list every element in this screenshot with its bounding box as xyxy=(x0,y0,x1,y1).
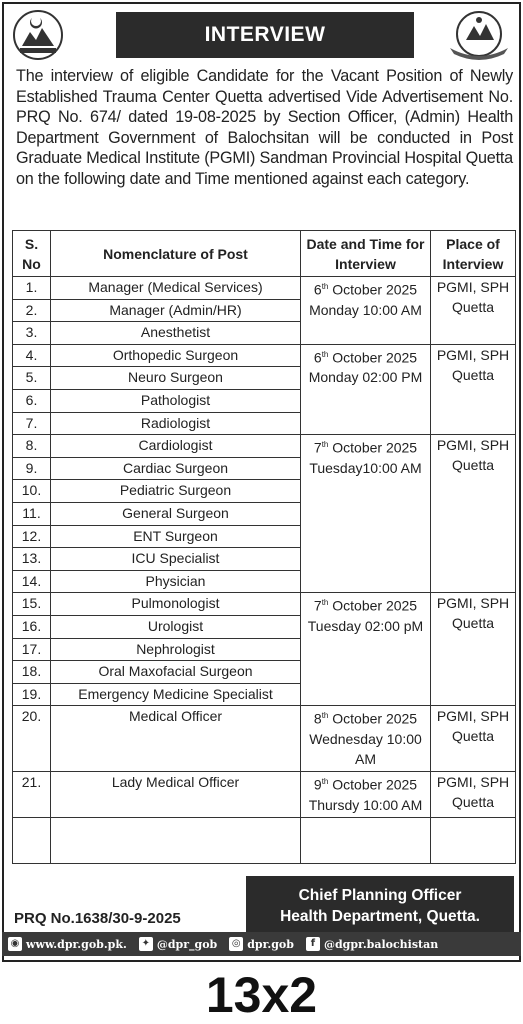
table-row xyxy=(13,706,516,772)
row-post: Urologist xyxy=(51,615,301,638)
date-day: 7 xyxy=(313,597,322,614)
intro-paragraph: The interview of eligible Candidate for the Vacant Position of Newly Established Trauma Center Quetta advertised Vide Advertisement No. PRQ No. 674/ dated 19-08-2025 by Section Officer, (Admin) Health Department Government of Balochsitan will be conducted in Post Graduate Medical Institute (PGMI) Sandman Provincial Hospital Quetta on the following date and Time mentioned against each category. xyxy=(16,67,513,188)
footer-bar xyxy=(2,932,521,956)
interview-date-cell xyxy=(301,593,431,706)
row-post: Nephrologist xyxy=(51,638,301,661)
row-sno: 14. xyxy=(13,570,51,593)
row-post: Physician xyxy=(51,570,301,593)
balochistan-emblem-icon xyxy=(10,8,66,62)
row-sno: 4. xyxy=(13,344,51,367)
interview-place-cell: PGMI, SPH Quetta xyxy=(431,344,516,434)
date-day: 7 xyxy=(313,439,322,456)
date-day: 8 xyxy=(313,710,322,727)
date-month: October 2025 xyxy=(332,776,418,793)
interview-date-cell xyxy=(301,435,431,593)
row-sno: 3. xyxy=(13,322,51,345)
footer-twitter-text: @dpr_gob xyxy=(156,937,218,951)
date-month: October 2025 xyxy=(332,597,418,614)
date-suffix: th xyxy=(321,349,329,359)
row-post: Radiologist xyxy=(51,412,301,435)
page-title: INTERVIEW xyxy=(116,12,414,58)
row-post: Lady Medical Officer xyxy=(51,772,301,818)
table-row xyxy=(13,344,516,367)
row-post: Pulmonologist xyxy=(51,593,301,616)
interview-date-cell xyxy=(301,772,431,818)
advertisement xyxy=(2,2,521,962)
row-post: Manager (Admin/HR) xyxy=(51,299,301,322)
row-sno: 1. xyxy=(13,277,51,300)
row-post: Pathologist xyxy=(51,389,301,412)
row-sno: 15. xyxy=(13,593,51,616)
row-sno: 17. xyxy=(13,638,51,661)
row-post: Neuro Surgeon xyxy=(51,367,301,390)
interview-date-cell xyxy=(301,706,431,772)
date-day: 6 xyxy=(313,349,322,366)
interview-date-cell xyxy=(301,344,431,434)
signature-line-2: Health Department, Quetta. xyxy=(280,908,480,925)
date-time: Thursdy 10:00 AM xyxy=(308,796,423,813)
row-sno: 6. xyxy=(13,389,51,412)
row-sno: 19. xyxy=(13,683,51,706)
row-sno: 21. xyxy=(13,772,51,818)
row-post: Oral Maxofacial Surgeon xyxy=(51,661,301,684)
health-department-emblem-icon xyxy=(444,8,514,62)
date-day: 6 xyxy=(313,281,322,298)
row-sno: 5. xyxy=(13,367,51,390)
date-suffix: th xyxy=(321,598,329,608)
table-body xyxy=(13,277,516,864)
row-sno: 7. xyxy=(13,412,51,435)
empty-cell xyxy=(51,818,301,864)
table-header-row xyxy=(13,231,516,277)
header-place: Place of Interview xyxy=(431,231,516,277)
date-suffix: th xyxy=(321,711,329,721)
date-time: Monday 02:00 PM xyxy=(308,369,423,386)
interview-place-cell: PGMI, SPH Quetta xyxy=(431,706,516,772)
date-time: Monday 10:00 AM xyxy=(309,301,422,318)
row-post: Manager (Medical Services) xyxy=(51,277,301,300)
header-sno: S. No xyxy=(13,231,51,277)
table-row xyxy=(13,277,516,300)
row-sno: 2. xyxy=(13,299,51,322)
row-post: Medical Officer xyxy=(51,706,301,772)
table-row xyxy=(13,435,516,458)
date-suffix: th xyxy=(321,777,329,787)
footer-instagram[interactable] xyxy=(229,937,294,951)
date-suffix: th xyxy=(321,440,329,450)
empty-cell xyxy=(13,818,51,864)
header-date: Date and Time for Interview xyxy=(301,231,431,277)
instagram-icon: ◎ xyxy=(229,937,243,951)
row-sno: 8. xyxy=(13,435,51,458)
row-sno: 20. xyxy=(13,706,51,772)
row-sno: 16. xyxy=(13,615,51,638)
date-month: October 2025 xyxy=(332,349,418,366)
empty-cell xyxy=(431,818,516,864)
row-sno: 18. xyxy=(13,661,51,684)
ad-size-label: 13x2 xyxy=(205,967,318,1023)
date-month: October 2025 xyxy=(332,439,418,456)
interview-place-cell: PGMI, SPH Quetta xyxy=(431,277,516,345)
interview-place-cell: PGMI, SPH Quetta xyxy=(431,772,516,818)
table-row xyxy=(13,593,516,616)
row-sno: 10. xyxy=(13,480,51,503)
row-post: Cardiac Surgeon xyxy=(51,457,301,480)
row-sno: 12. xyxy=(13,525,51,548)
row-post: ICU Specialist xyxy=(51,548,301,571)
date-suffix: th xyxy=(321,282,329,291)
row-post: Pediatric Surgeon xyxy=(51,480,301,503)
date-month: October 2025 xyxy=(332,281,418,298)
footer-twitter[interactable] xyxy=(139,937,217,951)
date-month: October 2025 xyxy=(332,710,418,727)
row-sno: 11. xyxy=(13,502,51,525)
footer-instagram-text: dpr.gob xyxy=(247,937,294,951)
date-time: Tuesday10:00 AM xyxy=(309,459,422,476)
facebook-icon: f xyxy=(306,937,320,951)
prq-number: PRQ No.1638/30-9-2025 xyxy=(14,910,181,927)
empty-cell xyxy=(301,818,431,864)
footer-website-text: www.dpr.gob.pk. xyxy=(26,937,127,951)
row-post: Anesthetist xyxy=(51,322,301,345)
row-sno: 9. xyxy=(13,457,51,480)
row-post: Cardiologist xyxy=(51,435,301,458)
footer-facebook[interactable] xyxy=(306,937,438,951)
date-time: Tuesday 02:00 pM xyxy=(307,617,424,634)
header xyxy=(4,4,519,66)
row-post: ENT Surgeon xyxy=(51,525,301,548)
twitter-icon: ✦ xyxy=(139,937,153,951)
signature-line-1: Chief Planning Officer xyxy=(298,887,462,904)
date-time: Wednesday 10:00 AM xyxy=(309,730,422,767)
row-post: Emergency Medicine Specialist xyxy=(51,683,301,706)
interview-place-cell: PGMI, SPH Quetta xyxy=(431,593,516,706)
row-sno: 13. xyxy=(13,548,51,571)
date-day: 9 xyxy=(313,776,322,793)
header-post: Nomenclature of Post xyxy=(51,231,301,277)
footer-facebook-text: @dgpr.balochistan xyxy=(323,937,439,951)
row-post: General Surgeon xyxy=(51,502,301,525)
table-row xyxy=(13,772,516,818)
table-spacer-row xyxy=(13,818,516,864)
footer-website[interactable] xyxy=(8,937,127,951)
interview-place-cell: PGMI, SPH Quetta xyxy=(431,435,516,593)
interview-date-cell xyxy=(301,277,431,345)
interview-schedule-table xyxy=(12,230,516,864)
signature-block xyxy=(246,876,514,936)
row-post: Orthopedic Surgeon xyxy=(51,344,301,367)
globe-icon: ◉ xyxy=(8,937,22,951)
